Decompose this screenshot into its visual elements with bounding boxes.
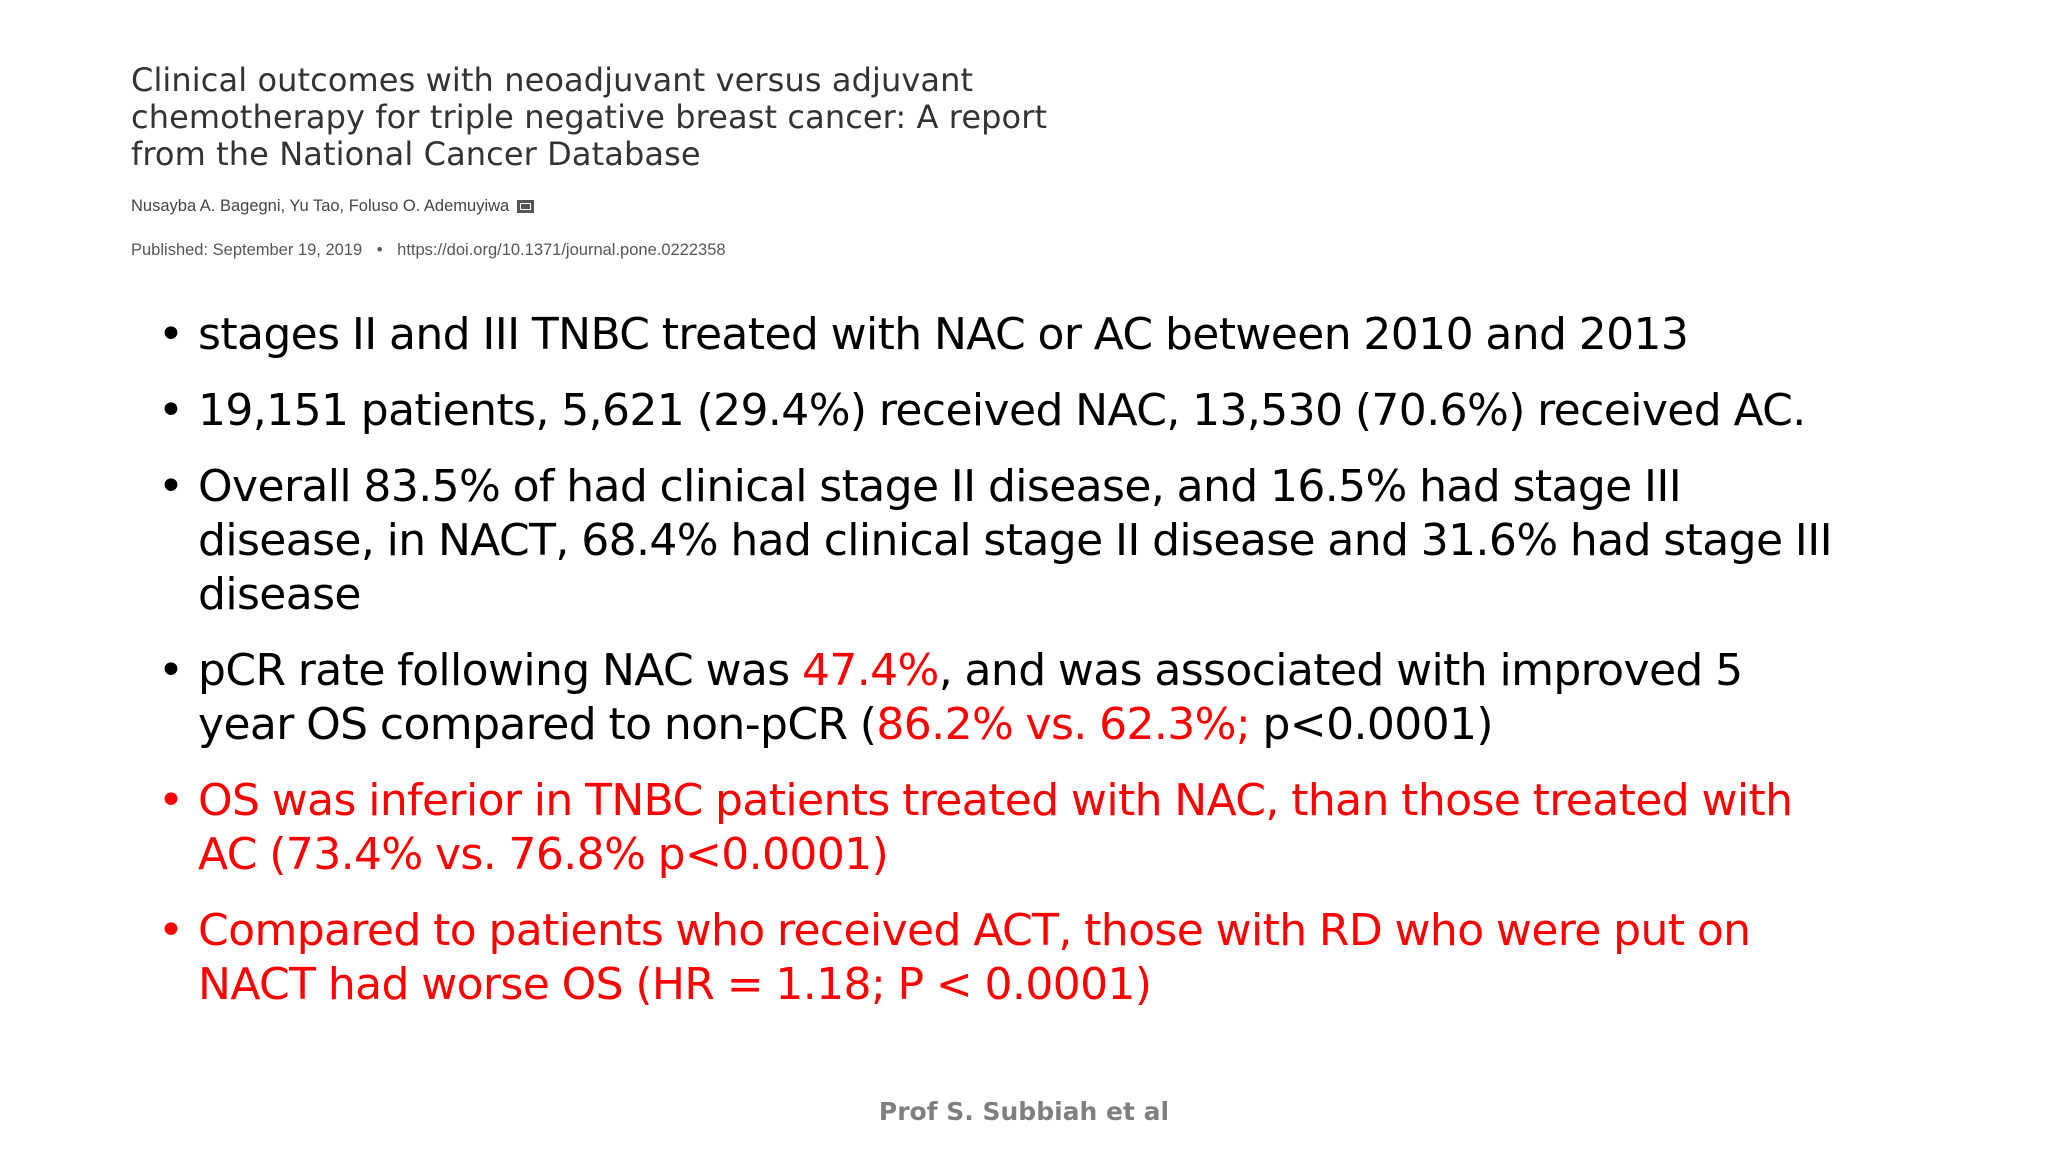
- bullet-item: [158, 460, 1958, 622]
- bullet-item-highlighted: [158, 774, 1958, 882]
- bullet-text-line-2: disease, in NACT, 68.4% had clinical stage II disease and 31.6% had stage III: [198, 515, 1832, 566]
- author-list: [131, 197, 1131, 216]
- bullet-text-line-1: Overall 83.5% of had clinical stage II disease, and 16.5% had stage III: [198, 461, 1682, 512]
- paper-title-line-3: from the National Cancer Database: [131, 135, 701, 173]
- paper-title: [131, 62, 1131, 173]
- doi-link[interactable]: https://doi.org/10.1371/journal.pone.0222358: [397, 241, 726, 259]
- bullet-marker: •: [158, 775, 184, 826]
- mail-icon[interactable]: [517, 200, 534, 213]
- bullet-item: [158, 384, 1958, 438]
- bullet-marker: •: [158, 645, 184, 696]
- bullet-marker: •: [158, 309, 184, 360]
- bullet-text: pCR rate following NAC was: [198, 645, 802, 696]
- bullet-list: [158, 308, 1958, 1034]
- bullet-marker: •: [158, 461, 184, 512]
- paper-title-line-1: Clinical outcomes with neoadjuvant versus adjuvant: [131, 61, 974, 99]
- footer-credit: Prof S. Subbiah et al: [878, 1097, 1170, 1126]
- bullet-item-highlighted: [158, 904, 1958, 1012]
- bullet-text-line-3: disease: [198, 569, 361, 620]
- bullet-text-line-1: OS was inferior in TNBC patients treated with NAC, than those treated with: [198, 775, 1793, 826]
- bullet-text: year OS compared to non-pCR (: [198, 699, 877, 750]
- highlight-os-comparison: 86.2% vs. 62.3%;: [876, 699, 1251, 750]
- bullet-text: , and was associated with improved 5: [938, 645, 1743, 696]
- bullet-marker: •: [158, 385, 184, 436]
- bullet-text: 19,151 patients, 5,621 (29.4%) received NAC, 13,530 (70.6%) received AC.: [198, 385, 1806, 436]
- bullet-item: [158, 644, 1958, 752]
- authors-text: Nusayba A. Bagegni, Yu Tao, Foluso O. Ademuyiwa: [131, 197, 510, 215]
- published-date: Published: September 19, 2019: [131, 241, 363, 259]
- bullet-text-line-1: Compared to patients who received ACT, those with RD who were put on: [198, 905, 1751, 956]
- bullet-item: [158, 308, 1958, 362]
- bullet-marker: •: [158, 905, 184, 956]
- paper-title-line-2: chemotherapy for triple negative breast cancer: A report: [131, 98, 1048, 136]
- paper-header: [131, 62, 1131, 260]
- publication-info: [131, 241, 1131, 260]
- bullet-text: stages II and III TNBC treated with NAC or AC between 2010 and 2013: [198, 309, 1689, 360]
- separator-dot: •: [376, 241, 383, 259]
- bullet-text-line-2: NACT had worse OS (HR = 1.18; P < 0.0001): [198, 959, 1152, 1010]
- highlight-pcr-rate: 47.4%: [801, 645, 939, 696]
- bullet-text: p<0.0001): [1250, 699, 1494, 750]
- bullet-text-line-2: AC (73.4% vs. 76.8% p<0.0001): [198, 829, 889, 880]
